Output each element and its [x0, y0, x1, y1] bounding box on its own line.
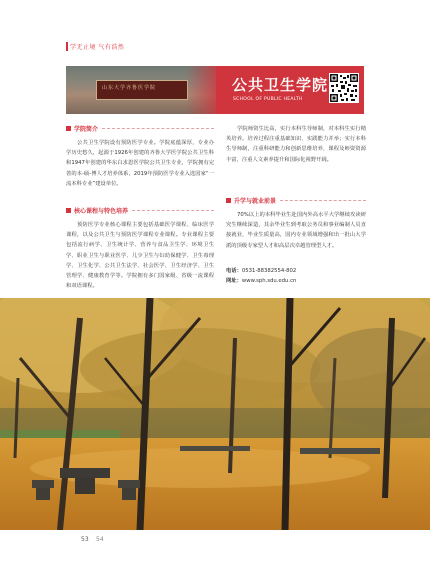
phone-number: 0531-88382554-802 [241, 268, 297, 274]
banner-subtitle: SCHOOL OF PUBLIC HEALTH [233, 97, 303, 102]
header-slogan: 学无止境 气有浩然 [70, 44, 125, 51]
intro-paragraph: 公共卫生学院设有预防医学专业。学院底蕴深厚，专业办学历史悠久，起源于1926年创建的齐鲁大学医学院公共卫生科和1947年创建的华东白求恩医学院公共卫生专业，学院拥有完善的本-硕-博人才培养体系，2019年预防医学专业入选国家“一流本科专业”建设单位。 [66, 140, 214, 187]
section-marker [226, 198, 231, 203]
banner-title: 公共卫生学院 [232, 76, 329, 94]
section-divider [132, 210, 214, 211]
phone-label: 电话： [226, 268, 242, 274]
gate-plaque-text: 山东大学齐鲁医学院 [102, 85, 157, 91]
page-number-right: 54 [96, 536, 104, 543]
qr-code-icon [329, 73, 359, 103]
section-header-courses [66, 206, 214, 215]
section-title-career: 升学与就业前景 [234, 198, 277, 205]
section-title-courses: 核心课程与特色培养 [74, 208, 129, 215]
website-label: 网址： [226, 278, 242, 284]
contact-website [226, 276, 366, 286]
page-number-left: 53 [81, 536, 89, 543]
section-header-career [226, 196, 366, 205]
section-title-intro: 学院简介 [74, 126, 99, 133]
banner-fade [186, 66, 226, 114]
autumn-campus-photo [0, 298, 430, 530]
school-banner [66, 66, 364, 114]
section-divider [102, 128, 214, 129]
section-header-intro [66, 124, 214, 133]
section-divider [280, 200, 366, 201]
slogan-marker [66, 42, 68, 51]
faculty-paragraph: 学院师资生比高，实行本科生导师制，对本科生实行精英培养。培养过程注重基础知识、实践能力并举；实行本科生导师制，注重科研能力和创新思维培养，课程及师资资源丰富，注重人文素养提升和国际化视野开阔。 [226, 126, 366, 163]
career-paragraph: 70%以上的本科毕业生赴国内外高水平大学继续攻读研究生继续深造，其余毕业生到考取公务员和事业编制人员直接就业，毕业生质量高，国内专业领域增强和出一批山大学派的顶级专家型人才和高层次卓越管理型人才。 [226, 212, 366, 249]
contact-phone [226, 266, 366, 276]
section-marker [66, 208, 71, 213]
website-url: www.sph.sdu.edu.cn [241, 278, 297, 284]
section-marker [66, 126, 71, 131]
courses-paragraph: 预防医学专业核心课程主要包括基础医学课程、临床医学课程，以及公共卫生与预防医学课程专业课程。专业课程主要包括流行病学、卫生统计学、营养与食品卫生学、环境卫生学、职业卫生与职业医学、儿少卫生与妇幼保健学、卫生毒理学、卫生化学、公共卫生法学、社会医学、卫生经济学、卫生管理学、健康教育学等。学院拥有多门国家级、省级一流课程和双语课程。 [66, 222, 214, 290]
